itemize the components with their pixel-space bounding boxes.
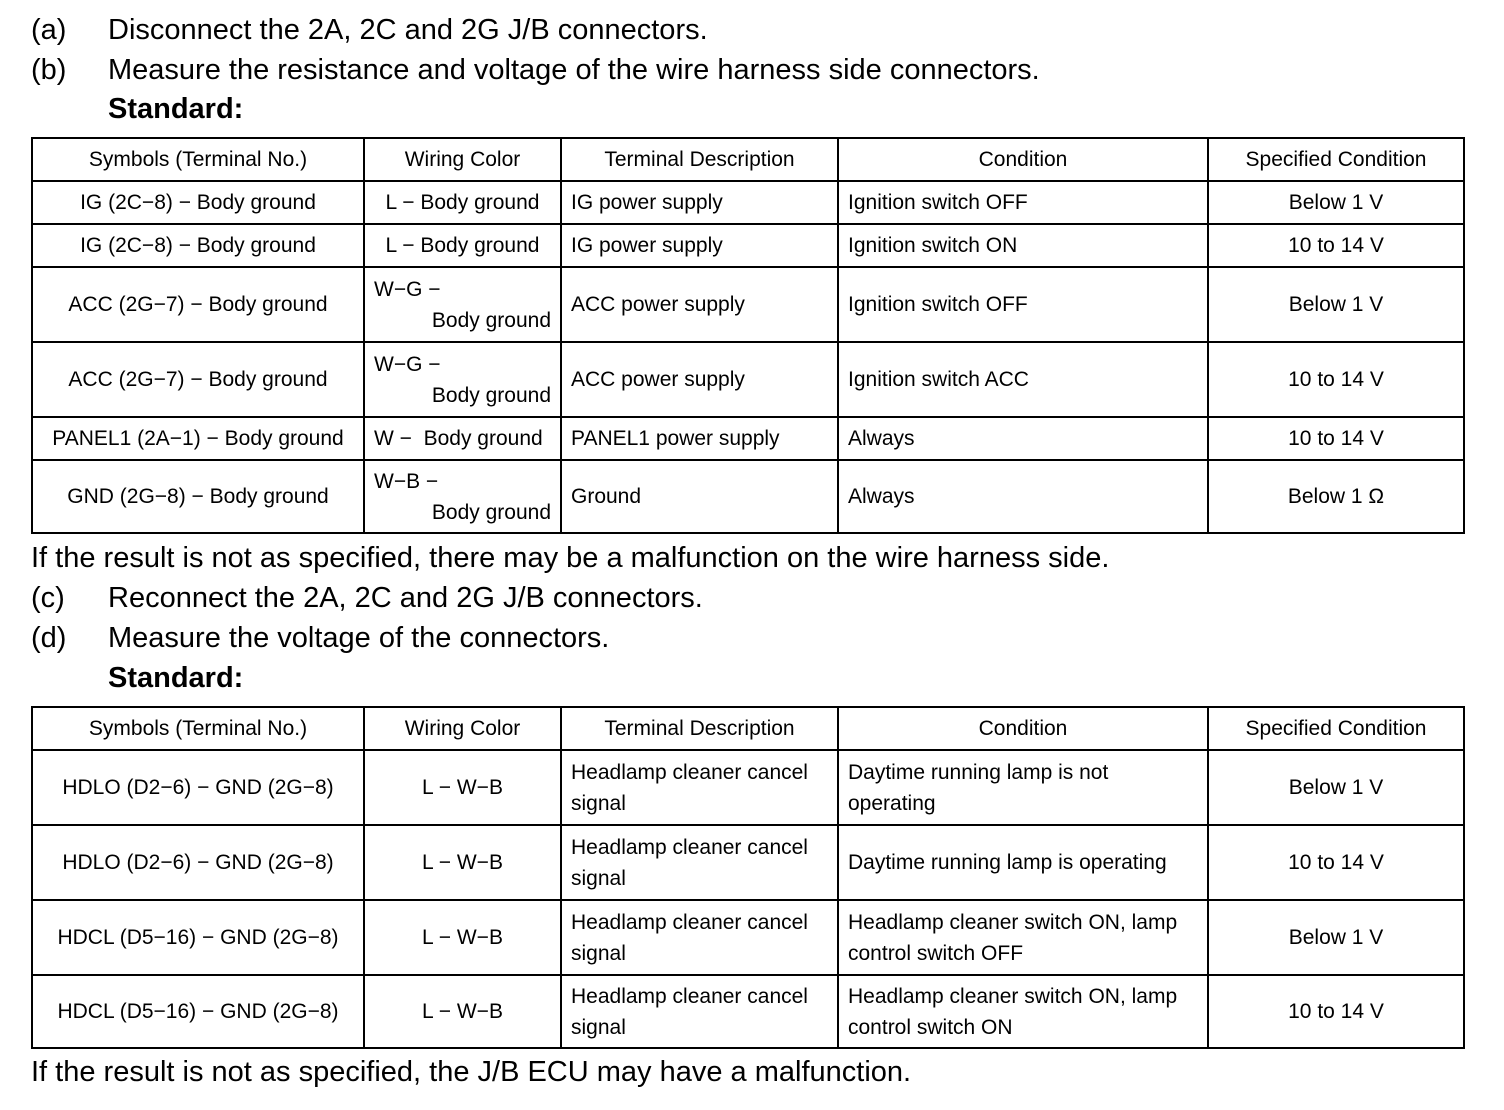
spec-table-1 (31, 137, 1465, 534)
condition-cell: Always (838, 417, 1208, 460)
step-c (31, 581, 703, 615)
description-cell: PANEL1 power supply (561, 417, 838, 460)
table-row (32, 417, 1464, 460)
specified-cell: 10 to 14 V (1208, 224, 1464, 267)
specified-cell: 10 to 14 V (1208, 417, 1464, 460)
wiring-line-1: W−B − (374, 469, 439, 493)
step-d-label: (d) (31, 622, 67, 654)
step-a-label: (a) (31, 14, 67, 46)
specified-cell: Below 1 V (1208, 267, 1464, 342)
table-1-header-wiring: Wiring Color (364, 138, 561, 181)
specified-cell: Below 1 V (1208, 750, 1464, 825)
table-2-header-wiring: Wiring Color (364, 707, 561, 750)
condition-cell: Always (838, 460, 1208, 533)
description-cell: Headlamp cleaner cancel signal (561, 900, 838, 975)
condition-cell: Ignition switch ACC (838, 342, 1208, 417)
description-cell: Headlamp cleaner cancel signal (561, 975, 838, 1048)
symbol-cell: IG (2C−8) − Body ground (32, 224, 364, 267)
step-a-text: Disconnect the 2A, 2C and 2G J/B connectors. (108, 14, 708, 46)
description-cell: Headlamp cleaner cancel signal (561, 825, 838, 900)
wiring-cell: L − Body ground (364, 181, 561, 224)
wiring-line-2: Body ground (431, 308, 551, 332)
symbol-cell: IG (2C−8) − Body ground (32, 181, 364, 224)
table-row (32, 825, 1464, 900)
specified-cell: 10 to 14 V (1208, 342, 1464, 417)
symbol-cell: HDCL (D5−16) − GND (2G−8) (32, 975, 364, 1048)
condition-cell: Ignition switch OFF (838, 181, 1208, 224)
wiring-cell: L − W−B (364, 750, 561, 825)
specified-cell: 10 to 14 V (1208, 825, 1464, 900)
wiring-cell: W − Body ground (364, 417, 561, 460)
wiring-cell (364, 342, 561, 417)
table-2-header-description: Terminal Description (561, 707, 838, 750)
table-1-header-description: Terminal Description (561, 138, 838, 181)
condition-cell: Daytime running lamp is not operating (838, 750, 1208, 825)
table-2-header-row (32, 707, 1464, 750)
table-row (32, 342, 1464, 417)
condition-cell: Ignition switch ON (838, 224, 1208, 267)
symbol-cell: HDCL (D5−16) − GND (2G−8) (32, 900, 364, 975)
symbol-cell: HDLO (D2−6) − GND (2G−8) (32, 750, 364, 825)
table-row (32, 460, 1464, 533)
note-1: If the result is not as specified, there may be a malfunction on the wire harness side. (31, 542, 1110, 574)
step-c-text: Reconnect the 2A, 2C and 2G J/B connectors. (108, 582, 703, 614)
condition-cell: Headlamp cleaner switch ON, lamp control switch ON (838, 975, 1208, 1048)
table-1-header-condition: Condition (838, 138, 1208, 181)
wiring-cell: L − W−B (364, 825, 561, 900)
table-1-header-specified: Specified Condition (1208, 138, 1464, 181)
wiring-line-2: Body ground (431, 383, 551, 407)
symbol-cell: HDLO (D2−6) − GND (2G−8) (32, 825, 364, 900)
table-row (32, 224, 1464, 267)
step-b (31, 53, 1040, 87)
table-row (32, 267, 1464, 342)
condition-cell: Headlamp cleaner switch ON, lamp control switch OFF (838, 900, 1208, 975)
wiring-cell: L − Body ground (364, 224, 561, 267)
table-row (32, 975, 1464, 1048)
description-cell: Ground (561, 460, 838, 533)
symbol-cell: ACC (2G−7) − Body ground (32, 342, 364, 417)
description-cell: Headlamp cleaner cancel signal (561, 750, 838, 825)
table-row (32, 900, 1464, 975)
condition-cell: Ignition switch OFF (838, 267, 1208, 342)
wiring-cell: L − W−B (364, 975, 561, 1048)
step-d (31, 621, 609, 655)
table-row (32, 181, 1464, 224)
description-cell: IG power supply (561, 181, 838, 224)
table-2-header-specified: Specified Condition (1208, 707, 1464, 750)
symbol-cell: ACC (2G−7) − Body ground (32, 267, 364, 342)
wiring-cell (364, 267, 561, 342)
table-row (32, 750, 1464, 825)
note-2: If the result is not as specified, the J/B ECU may have a malfunction. (31, 1056, 912, 1088)
symbol-cell: GND (2G−8) − Body ground (32, 460, 364, 533)
condition-cell: Daytime running lamp is operating (838, 825, 1208, 900)
table-2-header-symbols: Symbols (Terminal No.) (32, 707, 364, 750)
description-cell: IG power supply (561, 224, 838, 267)
step-b-label: (b) (31, 54, 67, 86)
spec-table-2 (31, 706, 1465, 1049)
wiring-line-1: W−G − (374, 277, 441, 301)
specified-cell: 10 to 14 V (1208, 975, 1464, 1048)
step-a (31, 13, 708, 47)
description-cell: ACC power supply (561, 342, 838, 417)
description-cell: ACC power supply (561, 267, 838, 342)
standard-heading-1: Standard: (108, 93, 244, 125)
specified-cell: Below 1 V (1208, 900, 1464, 975)
step-d-text: Measure the voltage of the connectors. (108, 622, 610, 654)
table-1-header-row (32, 138, 1464, 181)
wiring-line-1: W−G − (374, 352, 441, 376)
wiring-cell: L − W−B (364, 900, 561, 975)
table-2-header-condition: Condition (838, 707, 1208, 750)
step-c-label: (c) (31, 582, 65, 614)
table-1-header-symbols: Symbols (Terminal No.) (32, 138, 364, 181)
wiring-line-2: Body ground (431, 500, 551, 524)
step-b-text: Measure the resistance and voltage of the wire harness side connectors. (108, 54, 1040, 86)
standard-heading-2: Standard: (108, 662, 244, 694)
wiring-cell (364, 460, 561, 533)
specified-cell: Below 1 V (1208, 181, 1464, 224)
specified-cell: Below 1 Ω (1208, 460, 1464, 533)
symbol-cell: PANEL1 (2A−1) − Body ground (32, 417, 364, 460)
